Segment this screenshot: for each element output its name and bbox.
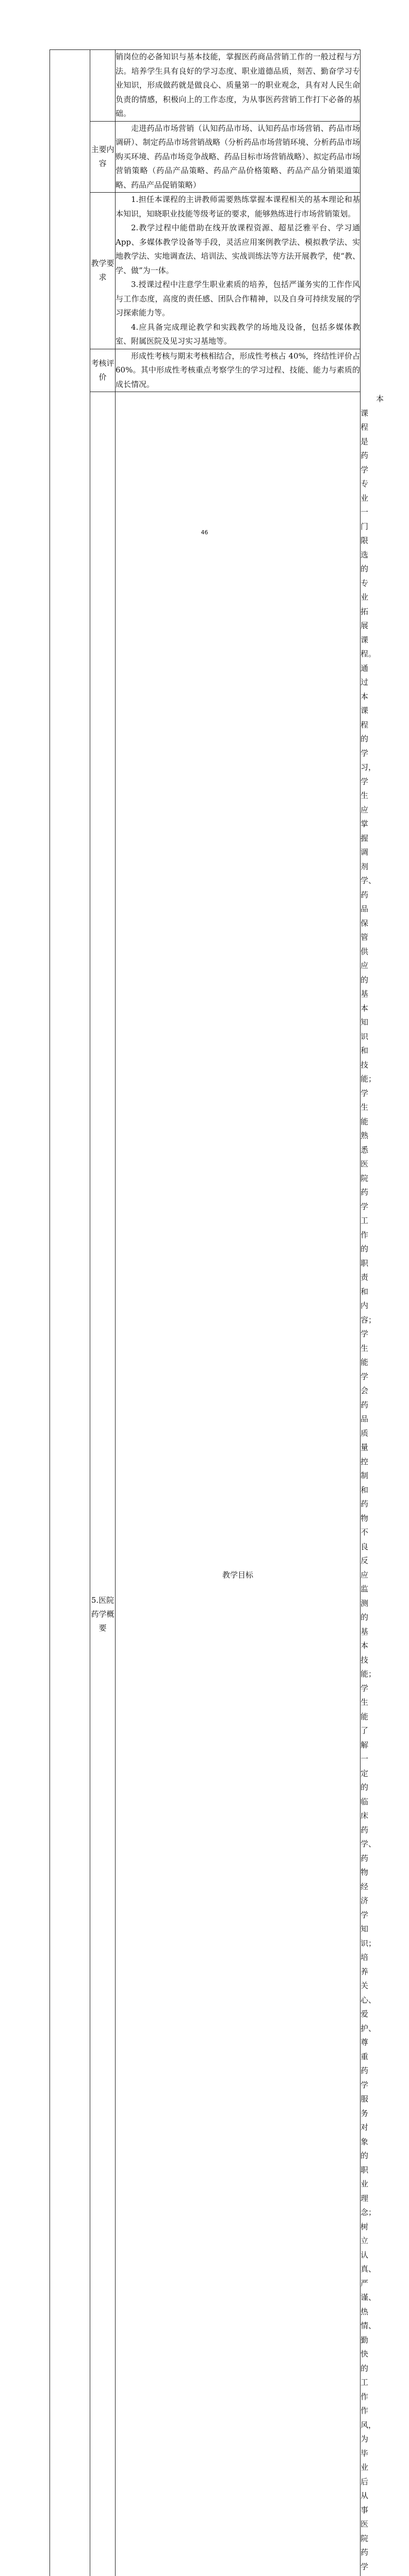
course-4-requirement-2: 2.教学过程中能借助在线开放课程资源、超星泛雅平台、学习通 App、多媒体教学设备等手段，灵活应用案例教学法、模拟教学法、实地教学法、实地调查法、培训法、实战训练法等方法开展教学，使“教、学、做”为一体。 (116, 221, 360, 278)
table-row (50, 193, 361, 349)
course-4-requirements-label: 教学要求 (90, 193, 116, 349)
course-4-objective-cell (116, 50, 361, 122)
table-row (50, 349, 361, 392)
course-4-name-cell (50, 50, 90, 2576)
course-5-objective-label: 教学目标 (116, 392, 361, 2576)
course-4-evaluation-text: 形成性考核与期末考核相结合，形成性考核占 40%，终结性评价占 60%。其中形成性考核重点考察学生的学习过程、技能、能力与素质的成长情况。 (116, 349, 360, 392)
page-number: 46 (0, 529, 409, 536)
course-4-content-label: 主要内容 (90, 121, 116, 193)
course-4-requirement-1: 1.担任本课程的主讲教师需要熟练掌握本课程相关的基本理论和基本知识，知晓职业技能等级考证的要求，能够熟练进行市场营销策划。 (116, 193, 360, 221)
course-4-objective-label-cell (90, 50, 116, 122)
course-5-name: 5.医院药学概要 (90, 392, 116, 2576)
table-row (50, 50, 361, 122)
course-4-evaluation-cell (116, 349, 361, 392)
curriculum-table (50, 49, 361, 2576)
course-4-requirements-cell (116, 193, 361, 349)
course-4-evaluation-label: 考核评价 (90, 349, 116, 392)
course-4-content-text: 走进药品市场营销（认知药品市场、认知药品市场营销、药品市场调研）、制定药品市场营销战略（分析药品市场营销环境、分析药品市场购买环境、药品市场竞争战略、药品目标市场营销战略）、拟定药品市场营销策略（药品产品策略、药品产品价格策略、药品产品分销渠道策略、药品产品促销策略） (116, 122, 360, 193)
course-4-requirement-4: 4.应具备完成理论教学和实践教学的场地及设备，包括多媒体教室、附属医院及见习实习基地等。 (116, 320, 360, 349)
course-4-requirement-3: 3.授课过程中注意学生职业素质的培养，包括严谨务实的工作作风与工作态度，高度的责任感、团队合作精神，以及自身可持续发展的学习探索能力等。 (116, 278, 360, 320)
table-row (50, 121, 361, 193)
course-4-objective-text: 销岗位的必备知识与基本技能，掌握医药商品营销工作的一般过程与方法。培养学生具有良好的学习态度、职业道德品质，刻苦、勤奋学习专业知识，形成做药就是做良心、质量第一的职业观念，具有对人民生命负责的情感，积极向上的工作态度，为从事医药营销工作打下必备的基础。 (116, 50, 360, 121)
course-4-content-cell (116, 121, 361, 193)
table-row: 5.医院药学概要 教学目标 本课程是药学专业一门限选的专业拓展课程。通过本课程的学习，学生应掌握调剂学、药品保管供应的基本知识和技能；学生能熟悉医院药学工作的职责和内容；学生能学会药品质量控制和药物不良反应监测的基本技能；学生能了解一定的临床药学、药物经济学知识；培养关心、爱护、尊重药学服务对象的职业理念；树立认真、严谨、热情、勤快的工作作风，为毕业后从事医院药学 (50, 392, 361, 2576)
